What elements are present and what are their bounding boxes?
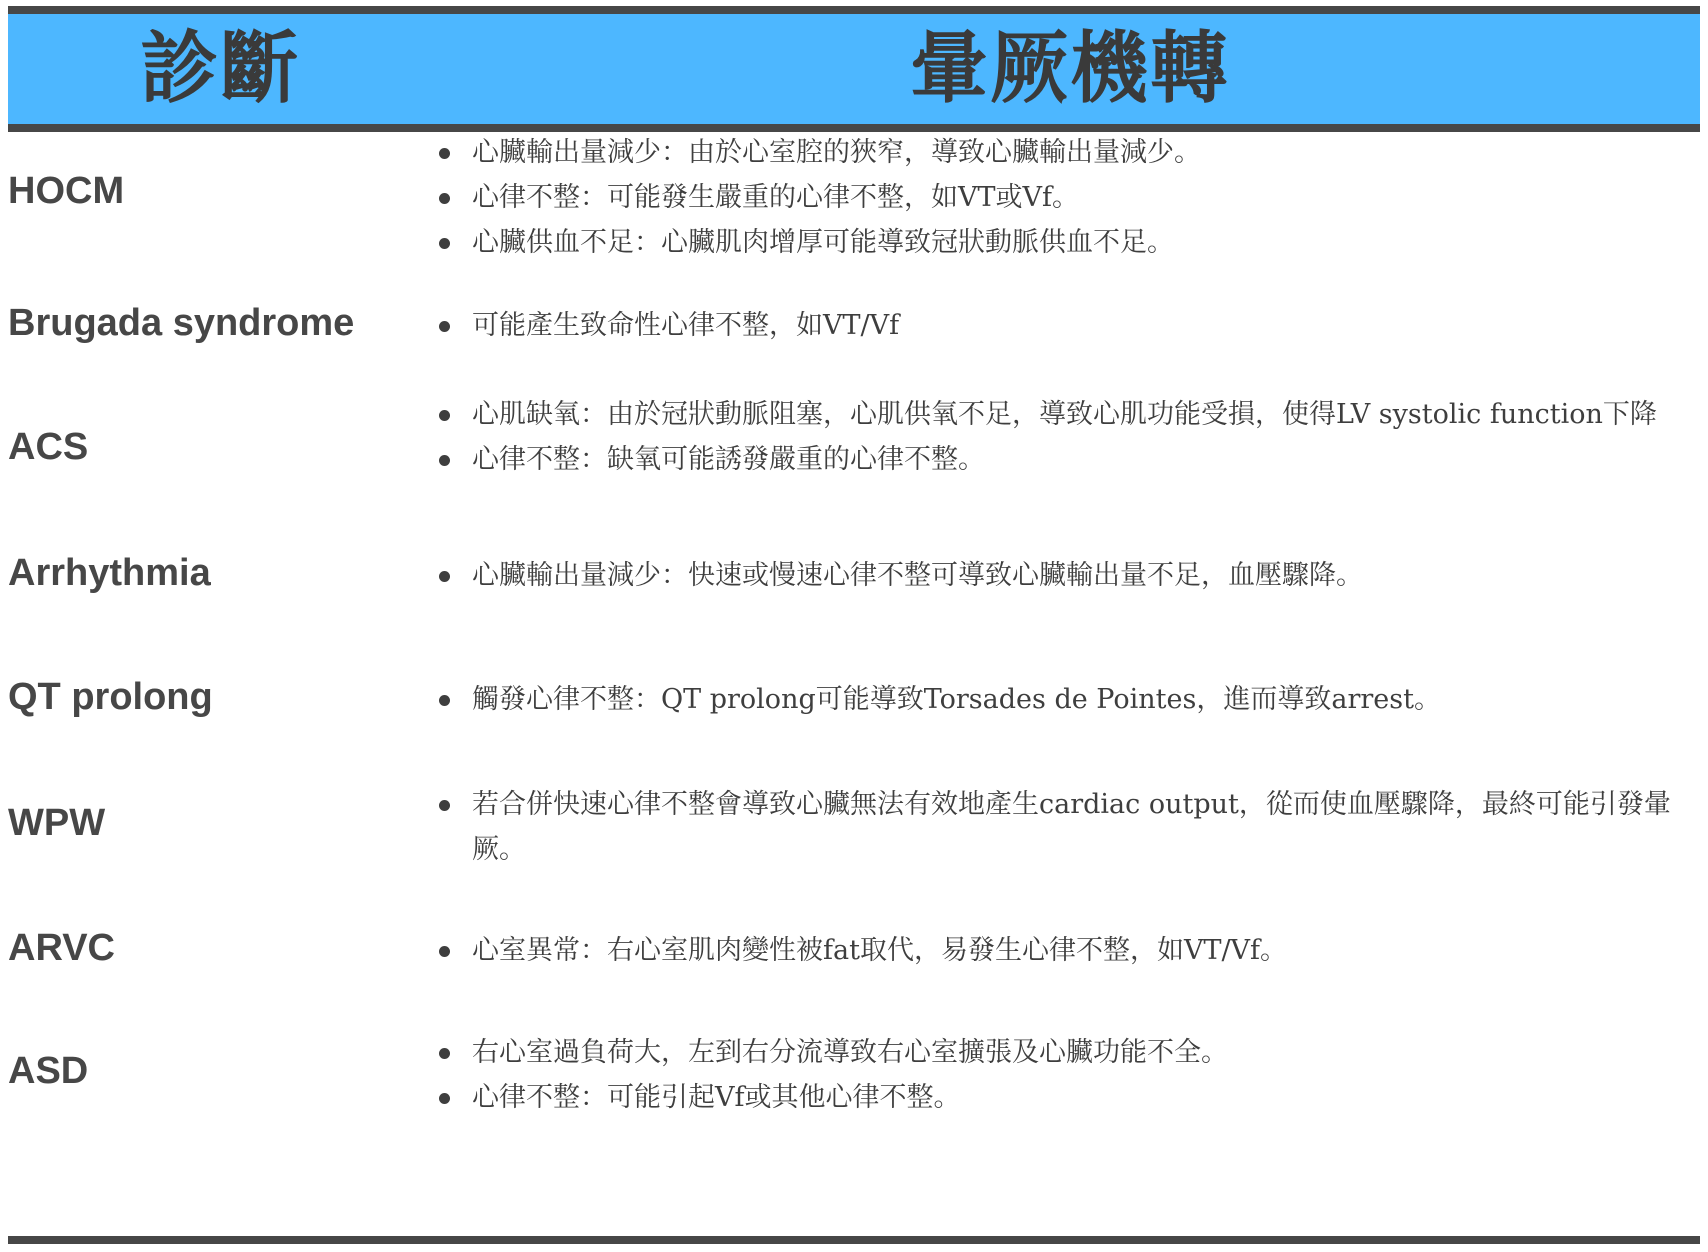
diagnosis-brugada: Brugada syndrome (8, 302, 355, 344)
top-rule (8, 6, 1700, 14)
mechanism-item: 右心室過負荷大，左到右分流導致右心室擴張及心臟功能不全。 (437, 1030, 1687, 1075)
mechanism-item: 若合併快速心律不整會導致心臟無法有效地產生cardiac output，從而使血壓驟降，最終可能引發暈厥。 (437, 782, 1687, 872)
diagnosis-asd: ASD (8, 1050, 89, 1092)
header-mechanism: 暈厥機轉 (909, 24, 1230, 114)
diagnosis-qt-prolong: QT prolong (8, 676, 213, 718)
mechanism-item: 可能產生致命性心律不整，如VT/Vf (437, 303, 1687, 348)
diagnosis-arvc: ARVC (8, 927, 115, 969)
mechanism-item: 心肌缺氧：由於冠狀動脈阻塞，心肌供氧不足，導致心肌功能受損，使得LV systolic function下降 (437, 392, 1687, 437)
mechanism-list-wpw (437, 782, 1687, 872)
header-diagnosis: 診斷 (140, 24, 301, 114)
mechanism-list-arvc (437, 928, 1687, 973)
mechanism-list-asd (437, 1030, 1687, 1120)
diagnosis-arrhythmia: Arrhythmia (8, 552, 211, 594)
bottom-rule (8, 1236, 1700, 1244)
mechanism-list-brugada (437, 303, 1687, 348)
mechanism-item: 觸發心律不整：QT prolong可能導致Torsades de Pointes，進而導致arrest。 (437, 677, 1687, 722)
diagnosis-acs: ACS (8, 426, 89, 468)
mechanism-item: 心律不整：缺氧可能誘發嚴重的心律不整。 (437, 437, 1687, 482)
mechanism-list-acs (437, 392, 1687, 482)
mechanism-list-arrhythmia (437, 553, 1687, 598)
mechanism-list-qt-prolong (437, 677, 1687, 722)
diagnosis-wpw: WPW (8, 802, 106, 844)
mechanism-list-hocm (437, 130, 1687, 265)
mechanism-item: 心臟供血不足：心臟肌肉增厚可能導致冠狀動脈供血不足。 (437, 220, 1687, 265)
diagnosis-hocm: HOCM (8, 170, 125, 212)
mechanism-item: 心律不整：可能發生嚴重的心律不整，如VT或Vf。 (437, 175, 1687, 220)
mechanism-item: 心室異常：右心室肌肉變性被fat取代，易發生心律不整，如VT/Vf。 (437, 928, 1687, 973)
mechanism-item: 心臟輸出量減少：由於心室腔的狹窄，導致心臟輸出量減少。 (437, 130, 1687, 175)
mechanism-item: 心臟輸出量減少：快速或慢速心律不整可導致心臟輸出量不足，血壓驟降。 (437, 553, 1687, 598)
mechanism-item: 心律不整：可能引起Vf或其他心律不整。 (437, 1075, 1687, 1120)
